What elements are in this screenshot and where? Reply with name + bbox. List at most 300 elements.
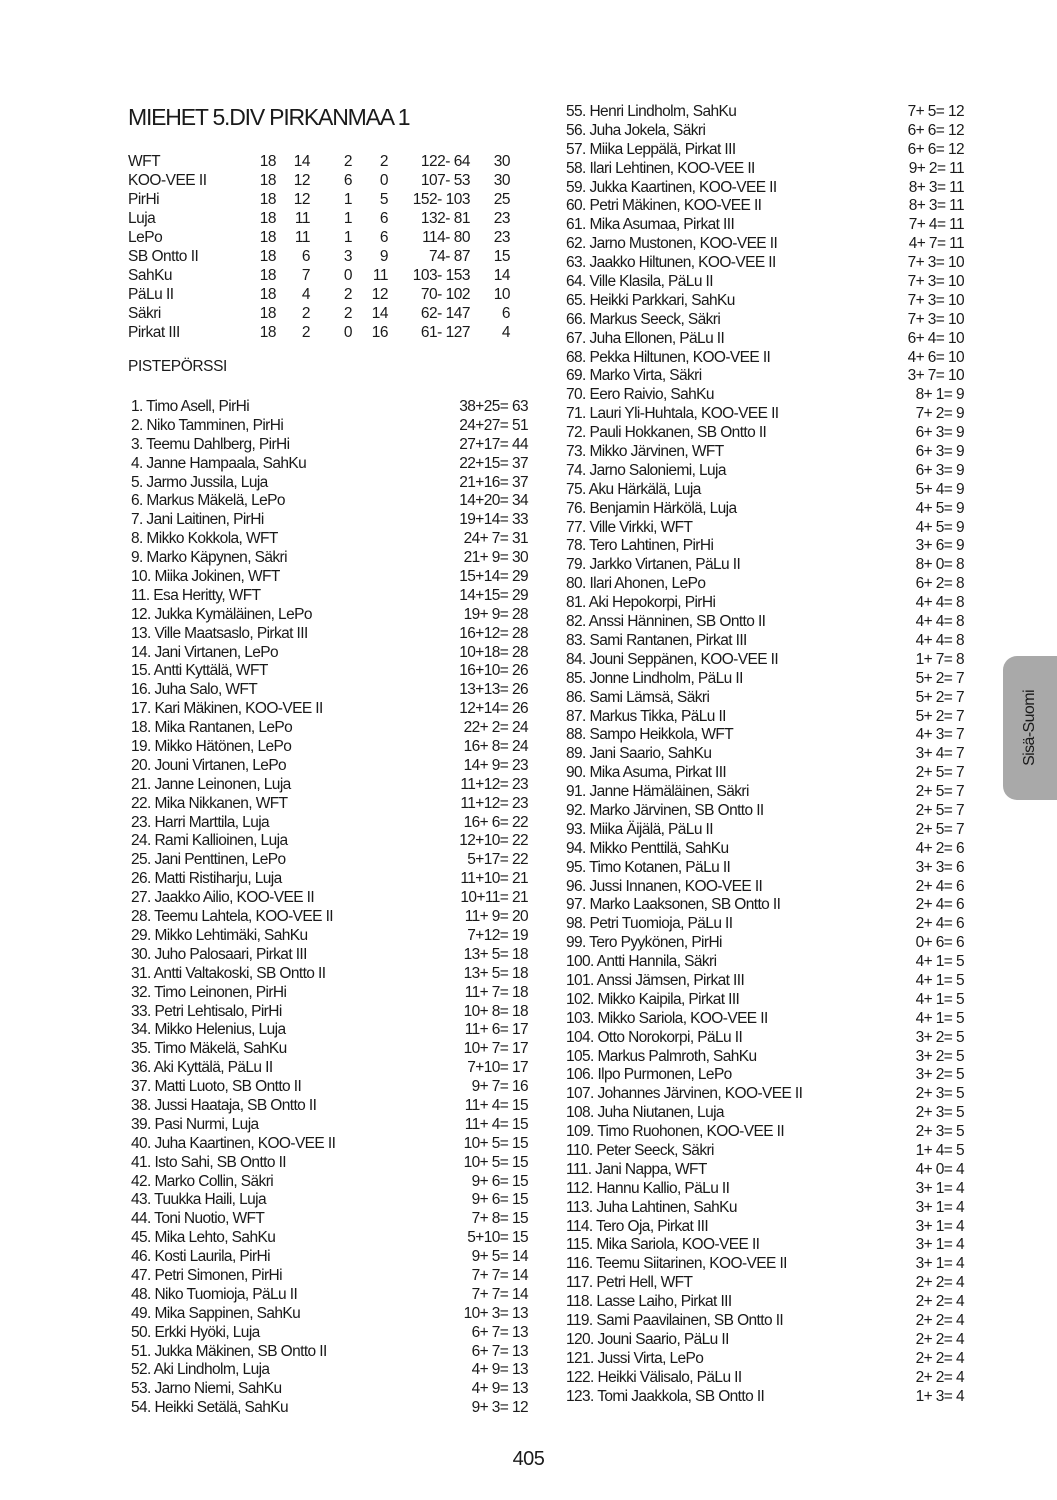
- player-name: 64. Ville Klasila, PäLu II: [566, 273, 713, 291]
- player-name: 96. Jussi Innanen, KOO-VEE II: [566, 877, 763, 895]
- player-score: 0+ 6= 6: [915, 934, 964, 952]
- scorer-row: [566, 783, 964, 802]
- player-score: 8+ 3= 11: [908, 178, 964, 196]
- scorer-row: [566, 179, 964, 198]
- scorer-row: [131, 417, 528, 436]
- wins: 11: [294, 229, 310, 246]
- losses: 2: [379, 153, 388, 170]
- scorer-row: [566, 1123, 964, 1142]
- ties: 1: [343, 229, 352, 246]
- player-name: 73. Mikko Järvinen, WFT: [566, 443, 724, 461]
- scorer-row: [566, 500, 964, 519]
- player-name: 24. Rami Kallioinen, Luja: [131, 832, 288, 850]
- games-played: 18: [259, 248, 276, 265]
- standings-row: [128, 323, 528, 342]
- player-score: 4+ 1= 5: [915, 953, 964, 971]
- scorer-row: [131, 908, 528, 927]
- player-name: 26. Matti Ristiharju, Luja: [131, 870, 282, 888]
- scorer-row: [566, 443, 964, 462]
- games-played: 18: [259, 153, 276, 170]
- player-score: 6+ 7= 13: [471, 1323, 528, 1341]
- player-name: 27. Jaakko Ailio, KOO-VEE II: [131, 889, 315, 907]
- goals: 107- 53: [420, 172, 470, 189]
- ties: 2: [343, 305, 352, 322]
- ties: 3: [343, 248, 352, 265]
- scorer-row: [566, 689, 964, 708]
- scorer-row: [131, 965, 528, 984]
- player-score: 3+ 3= 6: [915, 858, 964, 876]
- player-name: 118. Lasse Laiho, Pirkat III: [566, 1293, 732, 1311]
- scorer-row: [131, 455, 528, 474]
- scorer-row: [131, 625, 528, 644]
- scorer-row: [566, 197, 964, 216]
- player-score: 2+ 3= 5: [915, 1104, 964, 1122]
- player-name: 81. Aki Hepokorpi, PirHi: [566, 594, 716, 612]
- player-score: 9+ 6= 15: [471, 1172, 528, 1190]
- player-score: 3+ 7= 10: [907, 367, 964, 385]
- page-title: MIEHET 5.DIV PIRKANMAA 1: [128, 104, 410, 130]
- player-name: 52. Aki Lindholm, Luja: [131, 1361, 270, 1379]
- player-name: 102. Mikko Kaipila, Pirkat III: [566, 990, 740, 1008]
- player-name: 41. Isto Sahi, SB Ontto II: [131, 1153, 286, 1171]
- scorer-row: [566, 103, 964, 122]
- player-name: 122. Heikki Välisalo, PäLu II: [566, 1368, 742, 1386]
- player-name: 12. Jukka Kymäläinen, LePo: [131, 605, 312, 623]
- losses: 6: [379, 229, 388, 246]
- player-name: 5. Jarmo Jussila, Luja: [131, 473, 268, 491]
- player-name: 37. Matti Luoto, SB Ontto II: [131, 1078, 302, 1096]
- player-score: 13+13= 26: [459, 681, 528, 699]
- player-name: 19. Mikko Hätönen, LePo: [131, 738, 292, 756]
- player-name: 111. Jani Nappa, WFT: [566, 1160, 707, 1178]
- player-name: 99. Tero Pyykönen, PirHi: [566, 934, 722, 952]
- player-score: 2+ 2= 4: [915, 1330, 964, 1348]
- standings-row: [128, 247, 528, 266]
- player-score: 4+ 5= 9: [915, 499, 964, 517]
- player-score: 4+ 9= 13: [471, 1380, 528, 1398]
- scorer-row: [566, 556, 964, 575]
- player-name: 36. Aki Kyttälä, PäLu II: [131, 1059, 273, 1077]
- player-score: 8+ 3= 11: [908, 197, 964, 215]
- scorer-row: [566, 953, 964, 972]
- player-name: 20. Jouni Virtanen, LePo: [131, 756, 287, 774]
- player-name: 71. Lauri Yli-Huhtala, KOO-VEE II: [566, 405, 779, 423]
- scorer-row: [566, 1199, 964, 1218]
- scorers-column-right: [566, 103, 964, 1406]
- player-name: 84. Jouni Seppänen, KOO-VEE II: [566, 650, 779, 668]
- scorer-row: [131, 1097, 528, 1116]
- scorer-row: [131, 832, 528, 851]
- player-name: 62. Jarno Mustonen, KOO-VEE II: [566, 235, 778, 253]
- scorer-row: [131, 436, 528, 455]
- player-name: 2. Niko Tamminen, PirHi: [131, 416, 284, 434]
- player-score: 6+ 6= 12: [907, 121, 964, 139]
- player-name: 29. Mikko Lehtimäki, SahKu: [131, 926, 308, 944]
- player-score: 9+ 7= 16: [471, 1078, 528, 1096]
- player-score: 27+17= 44: [459, 435, 528, 453]
- scorer-row: [131, 1003, 528, 1022]
- scorer-row: [566, 594, 964, 613]
- scorer-row: [131, 946, 528, 965]
- scorer-row: [566, 330, 964, 349]
- section-title: PISTEPÖRSSI: [128, 358, 227, 375]
- player-name: 1. Timo Asell, PirHi: [131, 398, 250, 415]
- player-name: 47. Petri Simonen, PirHi: [131, 1266, 282, 1284]
- scorer-row: [566, 878, 964, 897]
- player-name: 93. Miika Äijälä, PäLu II: [566, 820, 713, 838]
- player-score: 2+ 2= 4: [915, 1349, 964, 1367]
- scorer-row: [566, 367, 964, 386]
- player-score: 12+14= 26: [459, 700, 528, 718]
- player-score: 21+16= 37: [459, 473, 528, 491]
- side-tab-label: Sisä-Suomi: [1021, 690, 1038, 766]
- scorer-row: [566, 896, 964, 915]
- scorer-row: [131, 1116, 528, 1135]
- player-score: 5+ 2= 7: [915, 707, 964, 725]
- player-score: 14+ 9= 23: [463, 756, 528, 774]
- player-name: 79. Jarkko Virtanen, PäLu II: [566, 556, 741, 574]
- scorer-row: [566, 537, 964, 556]
- scorer-row: [566, 1218, 964, 1237]
- player-score: 4+ 4= 8: [915, 613, 964, 631]
- scorer-row: [131, 1154, 528, 1173]
- player-score: 9+ 6= 15: [471, 1191, 528, 1209]
- scorer-row: [131, 511, 528, 530]
- player-score: 13+ 5= 18: [463, 964, 528, 982]
- player-name: 45. Mika Lehto, SahKu: [131, 1229, 276, 1247]
- scorer-row: [131, 1040, 528, 1059]
- scorer-row: [131, 814, 528, 833]
- team-name: WFT: [128, 153, 161, 170]
- scorer-row: [131, 606, 528, 625]
- scorer-row: [131, 700, 528, 719]
- scorer-row: [566, 670, 964, 689]
- scorer-row: [566, 1388, 964, 1407]
- player-name: 107. Johannes Järvinen, KOO-VEE II: [566, 1085, 803, 1103]
- player-score: 3+ 1= 4: [915, 1255, 964, 1273]
- losses: 16: [371, 324, 388, 341]
- player-name: 85. Jonne Lindholm, PäLu II: [566, 669, 743, 687]
- scorer-row: [566, 216, 964, 235]
- scorers-column-left: [131, 398, 528, 1418]
- scorer-row: [566, 764, 964, 783]
- player-name: 21. Janne Leinonen, Luja: [131, 775, 291, 793]
- player-score: 7+ 3= 10: [907, 291, 964, 309]
- player-score: 19+14= 33: [459, 511, 528, 529]
- scorer-row: [566, 1293, 964, 1312]
- player-score: 4+ 2= 6: [915, 839, 964, 857]
- standings-row: [128, 171, 528, 190]
- player-score: 6+ 3= 9: [915, 443, 964, 461]
- player-name: 112. Hannu Kallio, PäLu II: [566, 1179, 730, 1197]
- player-name: 60. Petri Mäkinen, KOO-VEE II: [566, 197, 762, 215]
- player-score: 1+ 3= 4: [915, 1387, 964, 1405]
- wins: 4: [301, 286, 310, 303]
- goals: 122- 64: [420, 153, 470, 170]
- player-name: 22. Mika Nikkanen, WFT: [131, 794, 288, 812]
- side-tab[interactable]: [1003, 656, 1057, 800]
- standings-row: [128, 266, 528, 285]
- player-score: 6+ 6= 12: [907, 140, 964, 158]
- losses: 9: [379, 248, 388, 265]
- scorer-row: [566, 1029, 964, 1048]
- player-name: 68. Pekka Hiltunen, KOO-VEE II: [566, 348, 771, 366]
- player-score: 10+11= 21: [460, 889, 528, 907]
- player-score: 2+ 3= 5: [915, 1123, 964, 1141]
- scorer-row: [566, 1010, 964, 1029]
- scorer-row: [566, 745, 964, 764]
- scorer-row: [566, 235, 964, 254]
- player-score: 6+ 3= 9: [915, 424, 964, 442]
- player-name: 98. Petri Tuomioja, PäLu II: [566, 915, 733, 933]
- scorer-row: [566, 273, 964, 292]
- games-played: 18: [259, 229, 276, 246]
- player-score: 11+12= 23: [460, 775, 528, 793]
- scorer-row: [566, 613, 964, 632]
- player-score: 13+ 5= 18: [463, 945, 528, 963]
- scorer-row: [566, 991, 964, 1010]
- player-score: 7+ 3= 10: [907, 273, 964, 291]
- scorer-row: [566, 1312, 964, 1331]
- goals: 70- 102: [420, 286, 470, 303]
- player-score: 24+27= 51: [459, 416, 528, 434]
- scorer-row: [566, 632, 964, 651]
- player-score: 15+14= 29: [459, 568, 528, 586]
- player-score: 7+ 7= 14: [471, 1285, 528, 1303]
- scorer-row: [131, 1248, 528, 1267]
- player-name: 33. Petri Lehtisalo, PirHi: [131, 1002, 282, 1020]
- player-score: 1+ 7= 8: [915, 650, 964, 668]
- team-name: KOO-VEE II: [128, 172, 207, 189]
- player-name: 48. Niko Tuomioja, PäLu II: [131, 1285, 298, 1303]
- player-name: 75. Aku Härkälä, Luja: [566, 480, 701, 498]
- player-score: 4+ 3= 7: [915, 726, 964, 744]
- scorer-row: [566, 840, 964, 859]
- player-name: 63. Jaakko Hiltunen, KOO-VEE II: [566, 254, 776, 272]
- scorer-row: [566, 386, 964, 405]
- player-score: 4+ 9= 13: [471, 1361, 528, 1379]
- player-score: 2+ 4= 6: [915, 915, 964, 933]
- scorer-row: [131, 1380, 528, 1399]
- wins: 7: [301, 267, 310, 284]
- player-score: 2+ 5= 7: [915, 801, 964, 819]
- scorer-row: [566, 160, 964, 179]
- player-name: 108. Juha Niutanen, Luja: [566, 1104, 724, 1122]
- scorer-row: [131, 587, 528, 606]
- player-name: 43. Tuukka Haili, Luja: [131, 1191, 266, 1209]
- scorer-row: [566, 972, 964, 991]
- scorer-row: [566, 424, 964, 443]
- player-score: 3+ 1= 4: [915, 1179, 964, 1197]
- scorer-row: [566, 349, 964, 368]
- goals: 74- 87: [429, 248, 470, 265]
- player-name: 88. Sampo Heikkola, WFT: [566, 726, 734, 744]
- scorer-row: [566, 1066, 964, 1085]
- player-score: 5+17= 22: [467, 851, 528, 869]
- player-score: 7+ 4= 11: [908, 216, 964, 234]
- standings-row: [128, 228, 528, 247]
- player-score: 6+ 3= 9: [915, 461, 964, 479]
- wins: 6: [301, 248, 310, 265]
- scorer-row: [131, 927, 528, 946]
- scorer-row: [131, 851, 528, 870]
- player-name: 80. Ilari Ahonen, LePo: [566, 575, 706, 593]
- player-score: 5+ 4= 9: [915, 480, 964, 498]
- player-score: 3+ 1= 4: [915, 1198, 964, 1216]
- losses: 6: [379, 210, 388, 227]
- player-score: 14+15= 29: [459, 586, 528, 604]
- player-name: 92. Marko Järvinen, SB Ontto II: [566, 801, 764, 819]
- scorer-row: [566, 1331, 964, 1350]
- standings-table: [128, 152, 528, 342]
- scorer-row: [566, 1369, 964, 1388]
- wins: 11: [294, 210, 310, 227]
- player-score: 2+ 4= 6: [915, 896, 964, 914]
- player-score: 7+ 3= 10: [907, 254, 964, 272]
- player-score: 2+ 5= 7: [915, 820, 964, 838]
- player-score: 2+ 2= 4: [915, 1368, 964, 1386]
- player-score: 2+ 2= 4: [915, 1293, 964, 1311]
- player-name: 89. Jani Saario, SahKu: [566, 745, 712, 763]
- player-name: 76. Benjamin Härkölä, Luja: [566, 499, 737, 517]
- scorer-row: [131, 1059, 528, 1078]
- scorer-row: [566, 1180, 964, 1199]
- scorer-row: [131, 568, 528, 587]
- scorer-row: [566, 311, 964, 330]
- player-name: 94. Mikko Penttilä, SahKu: [566, 839, 729, 857]
- scorer-row: [566, 1142, 964, 1161]
- points: 6: [501, 305, 510, 322]
- scorer-row: [131, 1267, 528, 1286]
- player-name: 39. Pasi Nurmi, Luja: [131, 1115, 259, 1133]
- player-name: 3. Teemu Dahlberg, PirHi: [131, 435, 290, 453]
- player-score: 16+12= 28: [459, 624, 528, 642]
- player-name: 86. Sami Lämsä, Säkri: [566, 688, 710, 706]
- player-name: 70. Eero Raivio, SahKu: [566, 386, 714, 404]
- scorer-row: [566, 405, 964, 424]
- losses: 0: [379, 172, 388, 189]
- wins: 12: [293, 172, 310, 189]
- player-name: 8. Mikko Kokkola, WFT: [131, 530, 278, 548]
- scorer-row: [566, 575, 964, 594]
- player-name: 123. Tomi Jaakkola, SB Ontto II: [566, 1387, 765, 1405]
- player-name: 119. Sami Paavilainen, SB Ontto II: [566, 1312, 784, 1329]
- scorer-row: [131, 1305, 528, 1324]
- player-score: 9+ 3= 12: [471, 1399, 528, 1417]
- scorer-row: [131, 1135, 528, 1154]
- player-name: 16. Juha Salo, WFT: [131, 681, 258, 699]
- scorer-row: [131, 757, 528, 776]
- player-name: 106. Ilpo Purmonen, LePo: [566, 1066, 732, 1084]
- player-score: 3+ 2= 5: [915, 1047, 964, 1065]
- scorer-row: [131, 1191, 528, 1210]
- scorer-row: [566, 122, 964, 141]
- scorer-row: [131, 776, 528, 795]
- player-name: 6. Markus Mäkelä, LePo: [131, 492, 285, 510]
- player-score: 3+ 1= 4: [915, 1236, 964, 1254]
- player-score: 2+ 5= 7: [915, 764, 964, 782]
- player-name: 44. Toni Nuotio, WFT: [131, 1210, 265, 1228]
- player-name: 10. Miika Jokinen, WFT: [131, 568, 280, 586]
- player-name: 50. Erkki Hyöki, Luja: [131, 1323, 260, 1341]
- losses: 11: [372, 267, 388, 284]
- player-name: 69. Marko Virta, Säkri: [566, 367, 702, 385]
- player-score: 1+ 4= 5: [915, 1141, 964, 1159]
- player-name: 35. Timo Mäkelä, SahKu: [131, 1040, 287, 1058]
- player-name: 53. Jarno Niemi, SahKu: [131, 1380, 282, 1398]
- scorer-row: [566, 726, 964, 745]
- player-score: 4+ 4= 8: [915, 594, 964, 612]
- player-name: 72. Pauli Hokkanen, SB Ontto II: [566, 424, 767, 442]
- team-name: Luja: [128, 210, 156, 227]
- scorer-row: [131, 644, 528, 663]
- scorer-row: [566, 1048, 964, 1067]
- player-name: 34. Mikko Helenius, Luja: [131, 1021, 286, 1039]
- scorer-row: [131, 1021, 528, 1040]
- player-score: 4+ 1= 5: [915, 1009, 964, 1027]
- scorer-row: [566, 802, 964, 821]
- scorer-row: [131, 1361, 528, 1380]
- scorer-row: [131, 984, 528, 1003]
- scorer-row: [566, 1255, 964, 1274]
- player-score: 8+ 0= 8: [915, 556, 964, 574]
- player-score: 10+ 8= 18: [463, 1002, 528, 1020]
- player-name: 113. Juha Lahtinen, SahKu: [566, 1198, 737, 1216]
- player-score: 7+ 2= 9: [915, 405, 964, 423]
- scorer-row: [131, 1229, 528, 1248]
- player-name: 31. Antti Valtakoski, SB Ontto II: [131, 964, 326, 982]
- player-score: 4+ 4= 8: [915, 631, 964, 649]
- player-name: 120. Jouni Saario, PäLu II: [566, 1330, 729, 1348]
- player-name: 51. Jukka Mäkinen, SB Ontto II: [131, 1342, 327, 1360]
- player-name: 59. Jukka Kaartinen, KOO-VEE II: [566, 178, 777, 196]
- team-name: PirHi: [128, 191, 160, 208]
- scorer-row: [131, 1399, 528, 1418]
- scorer-row: [566, 859, 964, 878]
- scorer-row: [566, 821, 964, 840]
- player-name: 32. Timo Leinonen, PirHi: [131, 983, 287, 1001]
- player-score: 11+ 6= 17: [464, 1021, 528, 1039]
- player-name: 49. Mika Sappinen, SahKu: [131, 1304, 301, 1322]
- player-name: 97. Marko Laaksonen, SB Ontto II: [566, 896, 781, 914]
- games-played: 18: [259, 286, 276, 303]
- player-name: 13. Ville Maatsaslo, Pirkat III: [131, 624, 308, 642]
- player-name: 114. Tero Oja, Pirkat III: [566, 1217, 709, 1235]
- player-score: 7+12= 19: [467, 926, 528, 944]
- player-name: 110. Peter Seeck, Säkri: [566, 1141, 714, 1159]
- player-score: 6+ 4= 10: [907, 329, 964, 347]
- scorer-row: [566, 1350, 964, 1369]
- player-score: 6+ 2= 8: [915, 575, 964, 593]
- player-name: 57. Miika Leppälä, Pirkat III: [566, 140, 736, 158]
- player-name: 95. Timo Kotanen, PäLu II: [566, 858, 731, 876]
- games-played: 18: [259, 191, 276, 208]
- player-score: 21+ 9= 30: [463, 549, 528, 567]
- scorer-row: [566, 481, 964, 500]
- goals: 152- 103: [412, 191, 470, 208]
- player-name: 100. Antti Hannila, Säkri: [566, 953, 717, 971]
- player-score: 2+ 4= 6: [915, 877, 964, 895]
- player-name: 46. Kosti Laurila, PirHi: [131, 1248, 270, 1266]
- player-score: 3+ 2= 5: [915, 1066, 964, 1084]
- player-score: 4+ 5= 9: [915, 518, 964, 536]
- player-score: 3+ 1= 4: [915, 1217, 964, 1235]
- player-score: 8+ 1= 9: [915, 386, 964, 404]
- player-score: 3+ 2= 5: [915, 1028, 964, 1046]
- player-score: 3+ 6= 9: [915, 537, 964, 555]
- scorer-row: [566, 462, 964, 481]
- points: 25: [493, 191, 510, 208]
